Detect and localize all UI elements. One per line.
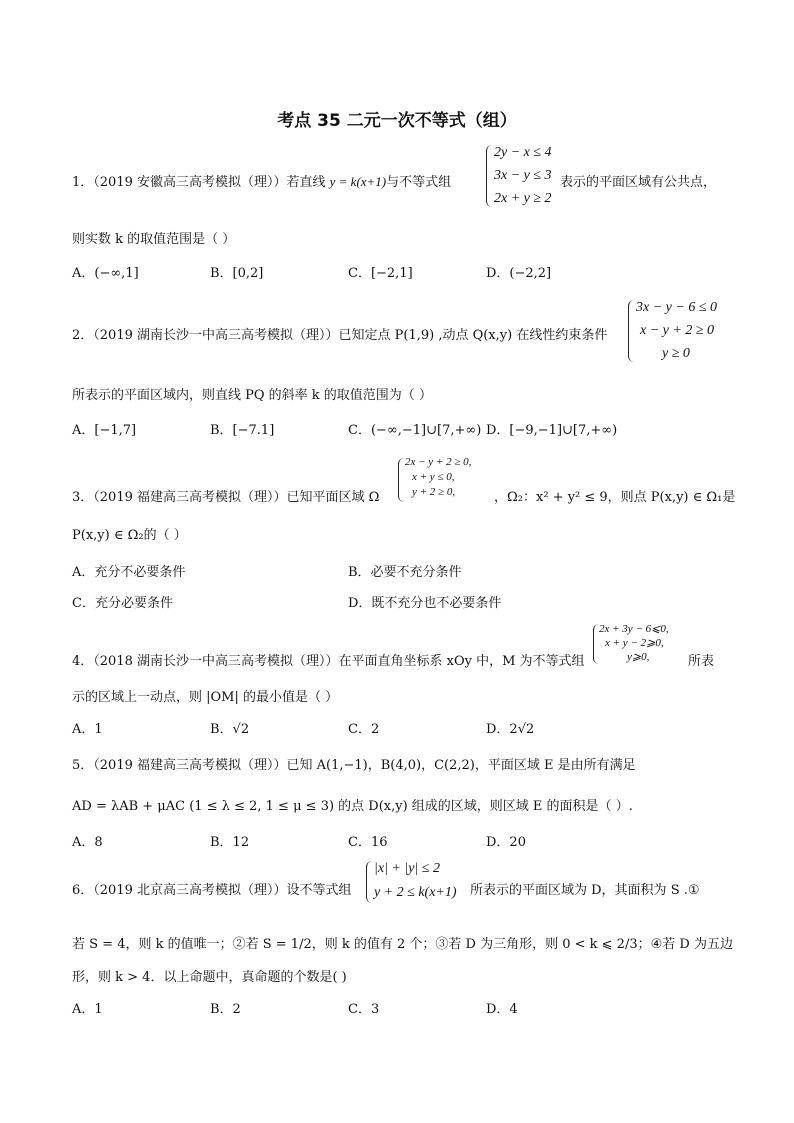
q5-line2: AD = λAB + μAC (1 ≤ λ ≤ 2, 1 ≤ μ ≤ 3) 的点 D(x,y) 组成的区域，则区域 E 的面积是（ ）. (72, 799, 633, 814)
q4-suffix: 所表 (688, 654, 715, 669)
q1-prefix (72, 171, 451, 190)
q1-option-a: A．(−∞,1] (72, 266, 139, 281)
q6-ineq-2: y + 2 ≤ k(x+1) (374, 885, 457, 900)
q3-line2: P(x,y) ∈ Ω₂的（ ） (72, 528, 187, 543)
q2-ineq-1: 3x − y − 6 ≤ 0 (636, 300, 718, 315)
q4-option-b: B．√2 (210, 722, 250, 737)
q3-option-c: C．充分必要条件 (72, 596, 173, 611)
q6-option-c: C．3 (348, 1002, 380, 1017)
q4-line2: 示的区域上一动点，则 |OM| 的最小值是（ ） (72, 690, 339, 705)
q2-option-d: D．[−9,−1]∪[7,+∞) (486, 423, 618, 438)
q2-brace (628, 300, 635, 362)
q3-system (398, 456, 494, 508)
q2-system (628, 296, 728, 368)
q6-system (366, 858, 476, 908)
q6-brace (366, 861, 373, 903)
q5-option-d: D．20 (486, 835, 526, 850)
q4-prefix: 4．（2018 湖南长沙一中高三高考模拟（理））在平面直角坐标系 xOy 中，M 为不等式组 (72, 654, 585, 669)
q1-suffix: 表示的平面区域有公共点， (560, 175, 717, 190)
q4-ineq-2: x + y − 2⩾0, (605, 637, 664, 649)
q6-prefix: 6．（2019 北京高三高考模拟（理））设不等式组 (72, 883, 352, 898)
q2-ineq-2: x − y + 2 ≥ 0 (640, 323, 715, 338)
q6-suffix: 所表示的平面区域为 D，其面积为 S .① (470, 883, 700, 898)
q3-option-d: D．既不充分也不必要条件 (348, 596, 502, 611)
q6-line2: 若 S = 4，则 k 的值唯一；②若 S = 1/2，则 k 的值有 2 个；③若 D 为三角形，则 0 < k ⩽ 2/3；④若 D 为五边 (72, 937, 733, 952)
q4-option-a: A．1 (72, 722, 103, 737)
q6-ineq-1: |x| + |y| ≤ 2 (374, 861, 440, 876)
q6-line3: 形，则 k > 4．以上命题中，真命题的个数是( ) (72, 970, 347, 985)
q1-mid-text: 与不等式组 (386, 175, 452, 190)
q1-line2: 则实数 k 的取值范围是（ ） (72, 232, 236, 247)
q1-brace (486, 145, 493, 207)
q1-line-eq: y = k(x+1) (329, 174, 387, 189)
q6-option-b: B．2 (210, 1002, 241, 1017)
q4-option-c: C．2 (348, 722, 380, 737)
q6-option-a: A．1 (72, 1002, 103, 1017)
page-title: 考点 35 二元一次不等式（组） (277, 111, 517, 131)
q3-ineq-3: y + 2 ≥ 0, (412, 486, 456, 498)
q2-line2: 所表示的平面区域内，则直线 PQ 的斜率 k 的取值范围为（ ） (72, 388, 432, 403)
q3-option-a: A．充分不必要条件 (72, 565, 186, 580)
q1-option-b: B．[0,2] (210, 266, 264, 281)
q5-option-b: B．12 (210, 835, 250, 850)
q3-option-b: B．必要不充分条件 (348, 565, 462, 580)
q2-text: 2．（2019 湖南长沙一中高三高考模拟（理））已知定点 P(1,9) ,动点 Q(x,y) 在线性约束条件 (72, 328, 608, 343)
q3-ineq-2: x + y ≤ 0, (412, 471, 455, 483)
q1-ineq-2: 3x − y ≤ 3 (494, 168, 552, 183)
q3-brace (398, 458, 404, 502)
q4-ineq-3: y⩾0, (627, 651, 650, 663)
q3-prefix: 3．（2019 福建高三高考模拟（理））已知平面区域 Ω (72, 490, 380, 505)
q2-option-b: B．[−7.1] (210, 423, 275, 438)
q5-option-c: C．16 (348, 835, 388, 850)
q2-ineq-3: y ≥ 0 (662, 346, 690, 361)
q1-ineq-3: 2x + y ≥ 2 (494, 191, 552, 206)
q1-ineq-1: 2y − x ≤ 4 (494, 145, 552, 160)
q4-ineq-1: 2x + 3y − 6⩽0, (599, 623, 669, 635)
q2-option-a: A．[−1,7] (72, 423, 137, 438)
q4-system (593, 622, 693, 668)
q5-line1: 5．（2019 福建高三高考模拟（理））已知 A(1,−1)，B(4,0)，C(2,2)，平面区域 E 是由所有满足 (72, 758, 636, 773)
q3-suffix: ，Ω₂：x² + y² ≤ 9，则点 P(x,y) ∈ Ω₁是 (494, 490, 736, 505)
q3-ineq-1: 2x − y + 2 ≥ 0, (405, 456, 472, 468)
q1-prefix-text: 1．（2019 安徽高三高考模拟（理））若直线 (72, 175, 330, 190)
q4-option-d: D．2√2 (486, 722, 535, 737)
q1-system (486, 141, 566, 213)
q1-option-d: D．(−2,2] (486, 266, 552, 281)
q5-option-a: A．8 (72, 835, 103, 850)
q2-option-c: C．(−∞,−1]∪[7,+∞) (348, 423, 482, 438)
q6-option-d: D．4 (486, 1002, 518, 1017)
q1-option-c: C．[−2,1] (348, 266, 413, 281)
